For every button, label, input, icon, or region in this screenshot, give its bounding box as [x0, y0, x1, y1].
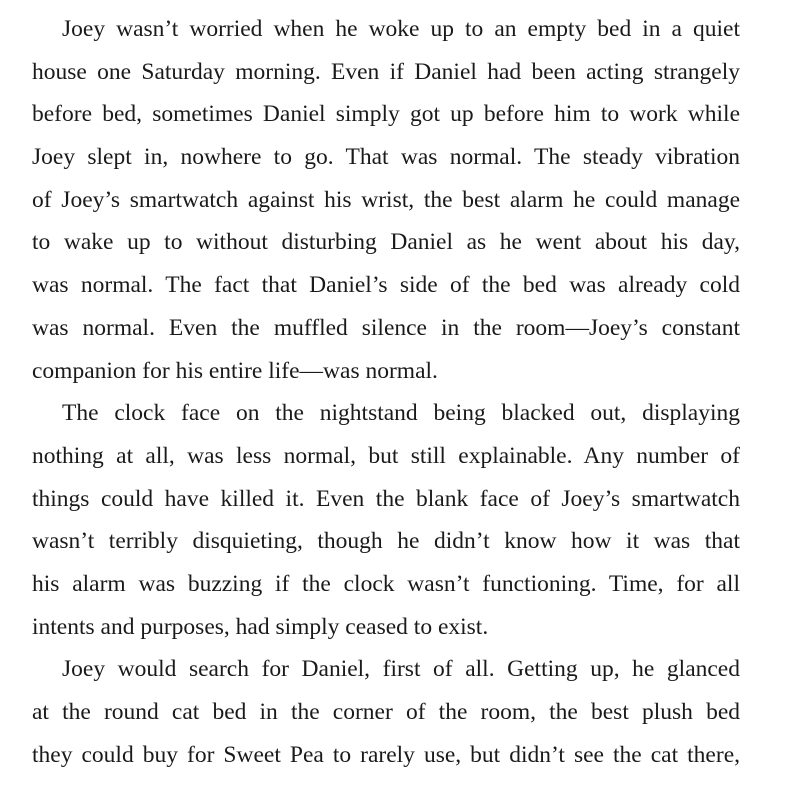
text-line: intents and purposes, had simply ceased to exist. [32, 613, 489, 640]
text-line: Joey slept in, nowhere to go. That was normal. The steady vibration [32, 144, 740, 171]
text-line: Joey wasn’t worried when he woke up to an empty bed in a quiet [62, 16, 740, 42]
text-line: wasn’t terribly disquieting, though he didn’t know how it was that [32, 528, 740, 555]
text-line: companion for his entire life—was normal. [32, 357, 438, 384]
text-line: Joey would search for Daniel, first of all. Getting up, he glanced [62, 656, 740, 683]
text-line: at the round cat bed in the corner of the room, the best plush bed [32, 699, 740, 725]
paragraph-1 [32, 8, 740, 392]
text-line: they could buy for Sweet Pea to rarely use, but didn’t see the cat there, [32, 741, 740, 768]
text-line: his alarm was buzzing if the clock wasn’t functioning. Time, for all [32, 570, 740, 597]
text-line: nothing at all, was less normal, but still explainable. Any number of [32, 442, 740, 469]
text-line: was normal. The fact that Daniel’s side of the bed was already cold [32, 272, 740, 299]
paragraph-2 [32, 392, 740, 648]
text-line: to wake up to without disturbing Daniel as he went about his day, [32, 229, 740, 256]
text-line: things could have killed it. Even the blank face of Joey’s smartwatch [32, 485, 740, 512]
text-line: was normal. Even the muffled silence in the room—Joey’s constant [32, 314, 740, 341]
paragraph-3 [32, 648, 740, 776]
text-line: The clock face on the nightstand being blacked out, displaying [62, 400, 740, 427]
text-line: before bed, sometimes Daniel simply got up before him to work while [32, 101, 740, 128]
text-line: house one Saturday morning. Even if Daniel had been acting strangely [32, 58, 740, 85]
text-line: of Joey’s smartwatch against his wrist, the best alarm he could manage [32, 186, 740, 213]
document-page [32, 8, 740, 776]
